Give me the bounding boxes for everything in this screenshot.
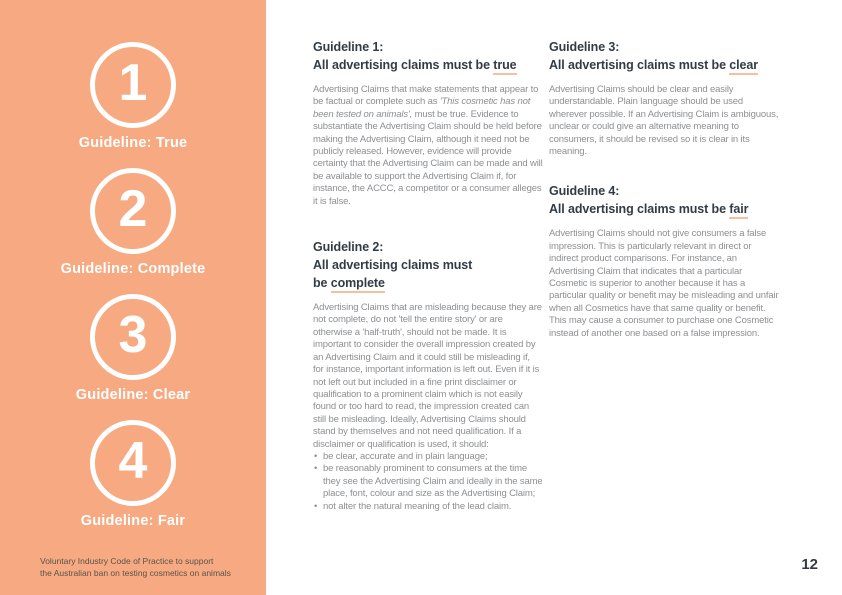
guidelines-sidebar [0, 0, 266, 595]
content-column-1 [313, 38, 543, 513]
guideline-3-title: Guideline 3: [549, 40, 620, 54]
circle-number-1-icon [90, 42, 176, 128]
guideline-number: 4 [118, 432, 148, 490]
guideline-marker-label: Guideline: Fair [80, 513, 186, 529]
guideline-4-body: Advertising Claims should not give consumers a false impression. This is particularly relevant in direct or indirect product comparisons. For instance, an Advertising Claim that indicates that a particular Cosmetic is superior to another because it has a particular quality or benefit may be misleading and unfair when all Cosmetics have that same quality or benefit. This may cause a consumer to purchase one Cosmetic instead of another one based on a false impression. [549, 228, 779, 339]
guideline-1-section [313, 38, 543, 208]
subtitle-text: All advertising claims must be [313, 58, 494, 72]
guideline-marker-label: Guideline: True [78, 135, 188, 151]
bullet-item: • be clear, accurate and in plain language; [313, 451, 543, 463]
guideline-2-title: Guideline 2: [313, 240, 384, 255]
guideline-3-subtitle [549, 56, 779, 74]
guideline-2-bullet-list [313, 451, 543, 513]
guideline-marker-label: Guideline: Clear [75, 387, 191, 403]
guideline-number: 1 [118, 54, 148, 112]
body-text: Advertising Claims that make statements that appear to be factual or complete such as [313, 84, 539, 108]
subtitle-underlined-word: clear [729, 58, 758, 75]
circle-number-4-icon [90, 420, 176, 506]
guideline-marker-3 [0, 294, 266, 403]
guideline-number: 2 [118, 180, 148, 238]
guideline-4-title: Guideline 4: [549, 184, 620, 199]
bullet-item: • not alter the natural meaning of the lead claim. [313, 501, 543, 513]
guideline-3-body: Advertising Claims should be clear and easily understandable. Plain language should be used wherever possible. If an Advertising Claim is ambiguous, unclear or could give an alternative meaning to consumers, it should be revised so it is clear in its meaning. [549, 84, 779, 158]
circle-number-2-icon [90, 168, 176, 254]
subtitle-text: be [313, 276, 331, 291]
guideline-marker-1 [0, 42, 266, 151]
subtitle-text: All advertising claims must be [549, 58, 730, 72]
subtitle-underlined-word: complete [331, 276, 385, 293]
footer-line-1: Voluntary Industry Code of Practice to support [40, 556, 214, 566]
body-text: must be true. Evidence to substantiate the Advertising Claim should be held before making the Advertising Claim, although it need not be publicly released. However, evidence will provide certainty that the Advertising Claim can be made and will be available to support the Advertising Claim if, for instance, the ACCC, a competitor or a consumer alleges it is false. [313, 108, 543, 207]
sidebar-footer [40, 555, 231, 579]
guideline-1-subtitle [313, 56, 543, 74]
guideline-2-body: Advertising Claims that are misleading because they are not complete, do not 'tell the entire story' or are otherwise a 'half-truth', should not be made. It is important to consider the overall impression created by an Advertising Claim and it could still be misleading if, for instance, important information is left out. Even if it is not left out but included in a fine print disclaimer or qualification to a prominent claim which is not easily found or too hard to read, the impression created can still be misleading. Ideally, Advertising Claims should stand by themselves and not need qualification. If a disclaimer or qualification is used, it should: [313, 302, 542, 450]
guideline-2-section [313, 238, 543, 513]
guideline-1-body [313, 84, 543, 208]
bullet-item: • be reasonably prominent to consumers at the time they see the Advertising Claim and ideally in the same place, font, colour and size as the Advertising Claim; [313, 463, 543, 500]
guideline-marker-2 [0, 168, 266, 277]
subtitle-underlined-word: fair [729, 202, 748, 219]
guideline-4-subtitle [549, 200, 779, 218]
subtitle-underlined-word: true [493, 58, 516, 75]
guideline-number: 3 [118, 306, 148, 364]
content-column-2 [549, 38, 779, 340]
guideline-3-section [549, 38, 779, 158]
circle-number-3-icon [90, 294, 176, 380]
guideline-marker-4 [0, 420, 266, 529]
subtitle-text: All advertising claims must [313, 258, 473, 273]
guideline-2-subtitle [313, 256, 543, 292]
guideline-marker-label: Guideline: Complete [60, 261, 206, 277]
guideline-1-title: Guideline 1: [313, 40, 384, 54]
page-number: 12 [801, 556, 818, 573]
guideline-4-section [549, 182, 779, 340]
footer-line-2: the Australian ban on testing cosmetics on animals [40, 568, 231, 578]
subtitle-text: All advertising claims must be [549, 202, 730, 217]
body-italic-quote: 'This cosmetic has not been tested on animals', [313, 96, 531, 120]
